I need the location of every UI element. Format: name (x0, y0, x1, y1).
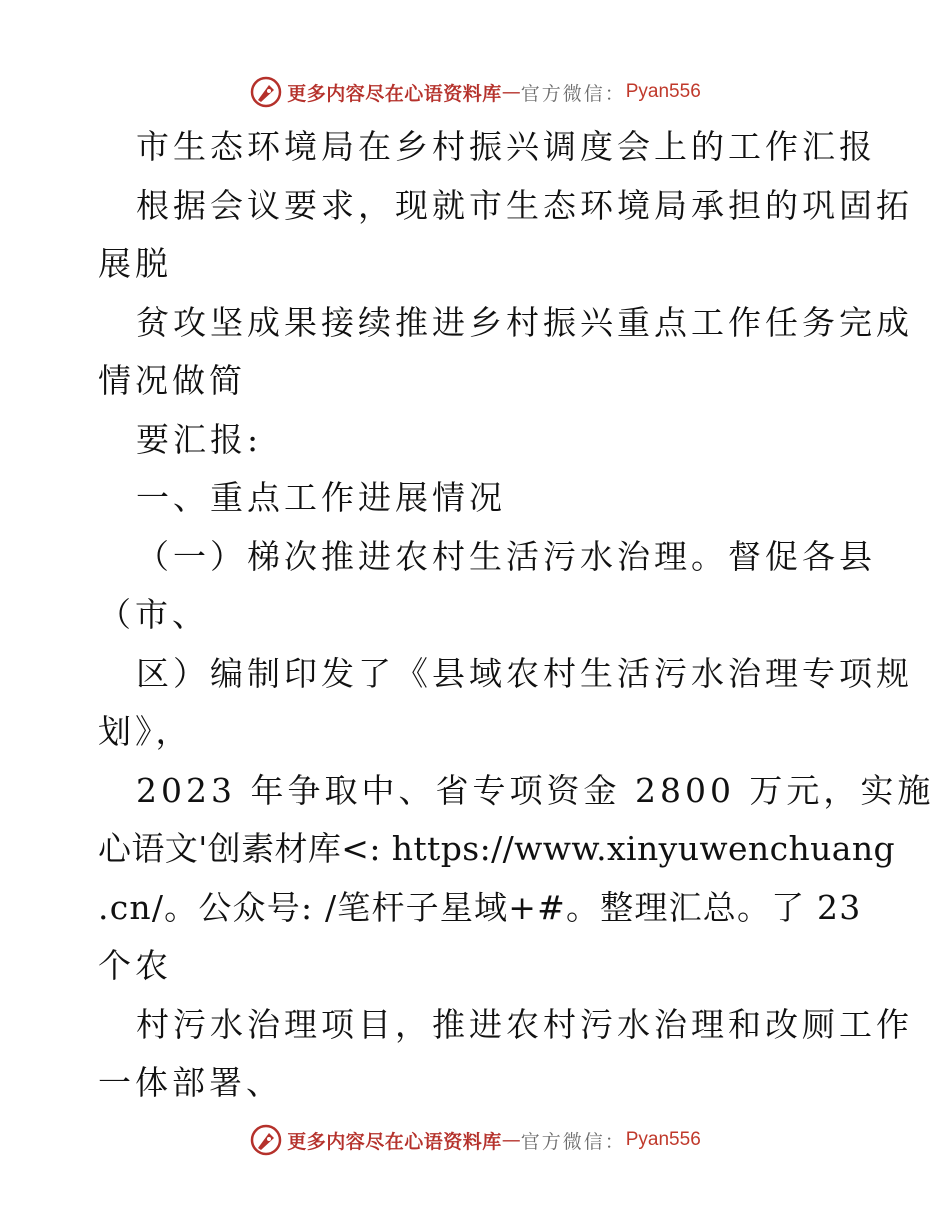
doc-line: .cn/。公众号: /笔杆子星域+#。整理汇总。了 23 (98, 887, 862, 927)
pen-nib-logo-icon (249, 75, 283, 109)
doc-line: （市、 (98, 595, 209, 634)
doc-line: 一体部署、 (98, 1063, 283, 1102)
header-dash: — (501, 81, 521, 103)
doc-line: 村污水治理项目，推进农村污水治理和改厕工作 (136, 1004, 913, 1044)
doc-line: 划》， (98, 712, 193, 751)
doc-title: 市生态环境局在乡村振兴调度会上的工作汇报 (136, 127, 876, 166)
doc-line: （一）梯次推进农村生活污水治理。督促各县 (136, 536, 876, 576)
header-wechat-label: 官方微信： (520, 82, 626, 105)
doc-line: 2023 年争取中、省专项资金 2800 万元，实施 (136, 770, 935, 810)
doc-line: 根据会议要求，现就市生态环境局承担的巩固拓 (136, 185, 913, 225)
doc-line: 心语文'创素材库<: https://www.xinyuwenchuang (98, 829, 896, 868)
doc-line: 个农 (98, 946, 172, 985)
doc-line: 展脱 (98, 244, 172, 283)
footer-wechat-label: 官方微信： (520, 1130, 626, 1153)
footer-banner (0, 1120, 950, 1160)
header-wechat-id: Pyan556 (625, 81, 701, 102)
footer-wechat-id: Pyan556 (625, 1129, 701, 1150)
footer-dash: — (501, 1129, 521, 1151)
header-site-name: 更多内容尽在心语资料库 (287, 82, 502, 105)
doc-line: 区）编制印发了《县域农村生活污水治理专项规 (136, 653, 913, 693)
pen-nib-logo-icon (249, 1123, 283, 1157)
header-banner (0, 72, 950, 112)
document-body (98, 118, 935, 1113)
section-heading: 一、重点工作进展情况 (136, 478, 506, 517)
footer-site-name: 更多内容尽在心语资料库 (287, 1130, 502, 1153)
doc-line: 情况做简 (98, 361, 246, 400)
doc-line: 贫攻坚成果接续推进乡村振兴重点工作任务完成 (136, 302, 913, 342)
doc-line: 要汇报: (136, 419, 263, 459)
